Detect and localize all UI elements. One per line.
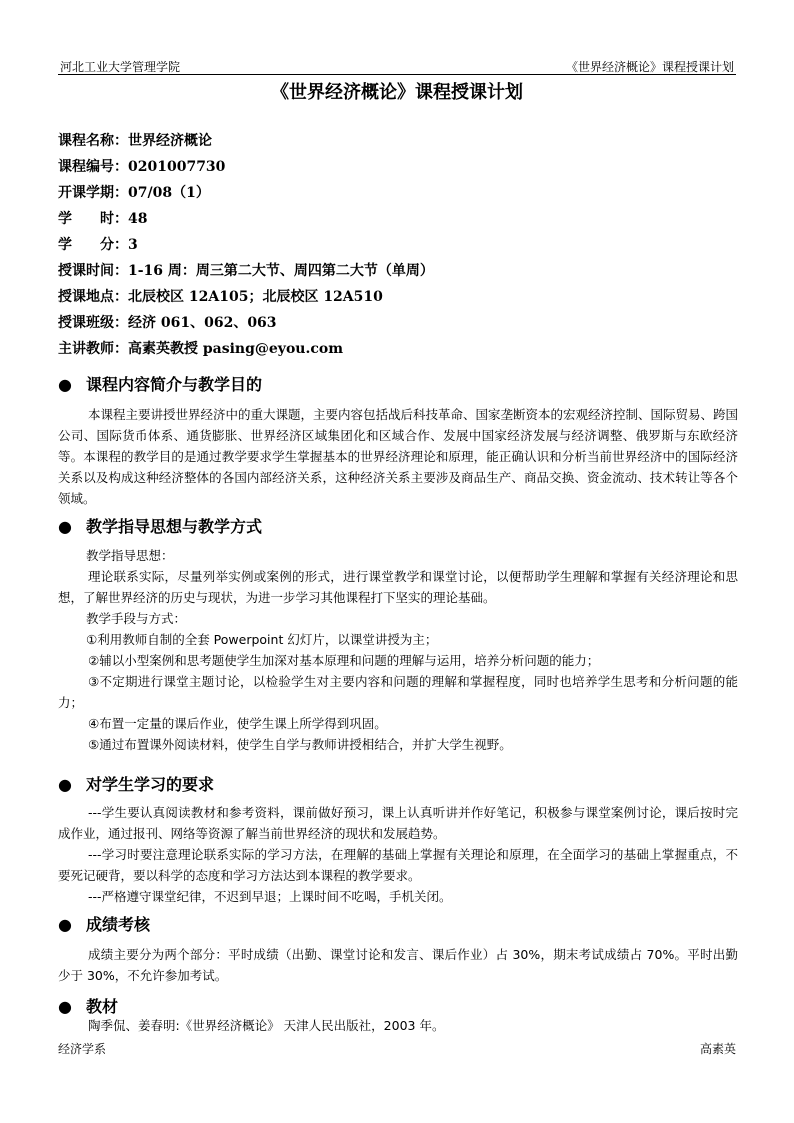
section-heading-text: 对学生学习的要求 bbox=[86, 775, 215, 794]
info-row bbox=[58, 128, 434, 154]
section-heading-text: 课程内容简介与教学目的 bbox=[86, 375, 263, 394]
section-textbook-body bbox=[58, 1015, 738, 1036]
bullet-icon: ● bbox=[58, 517, 72, 536]
requirement-item: ---学习时要注意理论联系实际的学习方法，在理解的基础上掌握有关理论和原理，在全面学习的基础上掌握重点，不要死记硬背，要以科学的态度和学习方法达到本课程的教学要求。 bbox=[58, 847, 738, 883]
info-label: 授课班级： bbox=[58, 315, 128, 331]
info-label: 开课学期： bbox=[58, 185, 128, 201]
guide-paragraph: 理论联系实际，尽量列举实例或案例的形式，进行课堂教学和课堂讨论，以便帮助学生理解和掌握有关经济理论和思想，了解世界经济的历史与现状，为进一步学习其他课程打下坚实的理论基础。 bbox=[58, 569, 738, 605]
requirement-item: ---学生要认真阅读教材和参考资料，课前做好预习，课上认真听讲并作好笔记，积极参与课堂案例讨论，课后按时完成作业，通过报刊、网络等资源了解当前世界经济的现状和发展趋势。 bbox=[58, 805, 738, 841]
course-info bbox=[58, 128, 434, 362]
info-row bbox=[58, 180, 434, 206]
info-row bbox=[58, 206, 434, 232]
page-header bbox=[58, 56, 736, 75]
bullet-icon: ● bbox=[58, 775, 72, 794]
section-grading-body bbox=[58, 944, 738, 986]
info-row bbox=[58, 336, 434, 362]
means-item: ④布置一定量的课后作业，使学生课上所学得到巩固。 bbox=[88, 716, 387, 731]
section-heading-textbook bbox=[58, 994, 118, 1017]
section-heading-text: 教材 bbox=[86, 997, 119, 1016]
info-value: 48 bbox=[128, 211, 148, 227]
grading-paragraph: 成绩主要分为两个部分：平时成绩（出勤、课堂讨论和发言、课后作业）占 30%，期末考试成绩占 70%。平时出勤少于 30%，不允许参加考试。 bbox=[58, 947, 738, 983]
info-row bbox=[58, 310, 434, 336]
section-requirements-body bbox=[58, 802, 738, 907]
section-heading-grading bbox=[58, 912, 150, 935]
guide-label: 教学指导思想： bbox=[86, 548, 174, 563]
info-label: 授课地点： bbox=[58, 289, 128, 305]
info-value: 3 bbox=[128, 237, 138, 253]
section-heading-method bbox=[58, 514, 262, 537]
info-value: 经济 061、062、063 bbox=[128, 315, 277, 331]
section-heading-requirements bbox=[58, 772, 214, 795]
info-value: 1-16 周：周三第二大节、周四第二大节（单周） bbox=[128, 263, 434, 279]
info-value: 北辰校区 12A105；北辰校区 12A510 bbox=[128, 289, 383, 305]
info-value: 高素英教授 pasing@eyou.com bbox=[128, 341, 344, 357]
section-intro-body bbox=[58, 404, 738, 509]
means-item: ①利用教师自制的全套 Powerpoint 幻灯片，以课堂讲授为主； bbox=[86, 632, 438, 647]
info-row bbox=[58, 154, 434, 180]
header-left: 河北工业大学管理学院 bbox=[60, 60, 181, 74]
section-heading-text: 成绩考核 bbox=[86, 915, 151, 934]
means-item: ③不定期进行课堂主题讨论，以检验学生对主要内容和问题的理解和掌握程度，同时也培养学生思考和分析问题的能力； bbox=[58, 674, 738, 710]
bullet-icon: ● bbox=[58, 375, 72, 394]
means-label: 教学手段与方式： bbox=[86, 611, 187, 626]
info-row bbox=[58, 232, 434, 258]
info-label: 课程名称： bbox=[58, 133, 128, 149]
means-item: ⑤通过布置课外阅读材料，使学生自学与教师讲授相结合，并扩大学生视野。 bbox=[88, 737, 512, 752]
textbook-entry: 陶季侃、姜春明:《世界经济概论》 天津人民出版社，2003 年。 bbox=[88, 1018, 445, 1033]
section-heading-intro bbox=[58, 372, 262, 395]
info-value: 世界经济概论 bbox=[128, 133, 212, 149]
intro-paragraph: 本课程主要讲授世界经济中的重大课题，主要内容包括战后科技革命、国家垄断资本的宏观经济控制、国际贸易、跨国公司、国际货币体系、通货膨胀、世界经济区域集团化和区域合作、发展中国家经济发展与经济调整、俄罗斯与东欧经济等。本课程的教学目的是通过教学要求学生掌握基本的世界经济理论和原理，能正确认识和分析当前世界经济中的国际经济关系以及构成这种经济整体的各国内部经济关系，这种经济关系主要涉及商品生产、商品交换、资金流动、技术转让等各个领域。 bbox=[58, 407, 739, 506]
bullet-icon: ● bbox=[58, 915, 72, 934]
info-row bbox=[58, 258, 434, 284]
info-label: 主讲教师： bbox=[58, 341, 128, 357]
info-label: 课程编号： bbox=[58, 159, 128, 175]
info-label: 学 时： bbox=[58, 211, 128, 227]
info-value: 07/08（1） bbox=[128, 185, 210, 201]
document-title: 《世界经济概论》课程授课计划 bbox=[271, 82, 523, 103]
footer-left: 经济学系 bbox=[58, 1042, 107, 1056]
bullet-icon: ● bbox=[58, 997, 72, 1016]
header-right: 《世界经济概论》课程授课计划 bbox=[565, 60, 734, 74]
info-row bbox=[58, 284, 434, 310]
requirement-item: ---严格遵守课堂纪律，不迟到早退；上课时间不吃喝，手机关闭。 bbox=[88, 889, 452, 904]
info-label: 学 分： bbox=[58, 237, 128, 253]
means-item: ②辅以小型案例和思考题使学生加深对基本原理和问题的理解与运用，培养分析问题的能力； bbox=[88, 653, 600, 668]
info-value: 0201007730 bbox=[128, 159, 226, 175]
section-heading-text: 教学指导思想与教学方式 bbox=[86, 517, 263, 536]
section-method-body bbox=[58, 545, 738, 755]
footer-right: 高素英 bbox=[699, 1042, 736, 1056]
info-label: 授课时间： bbox=[58, 263, 128, 279]
